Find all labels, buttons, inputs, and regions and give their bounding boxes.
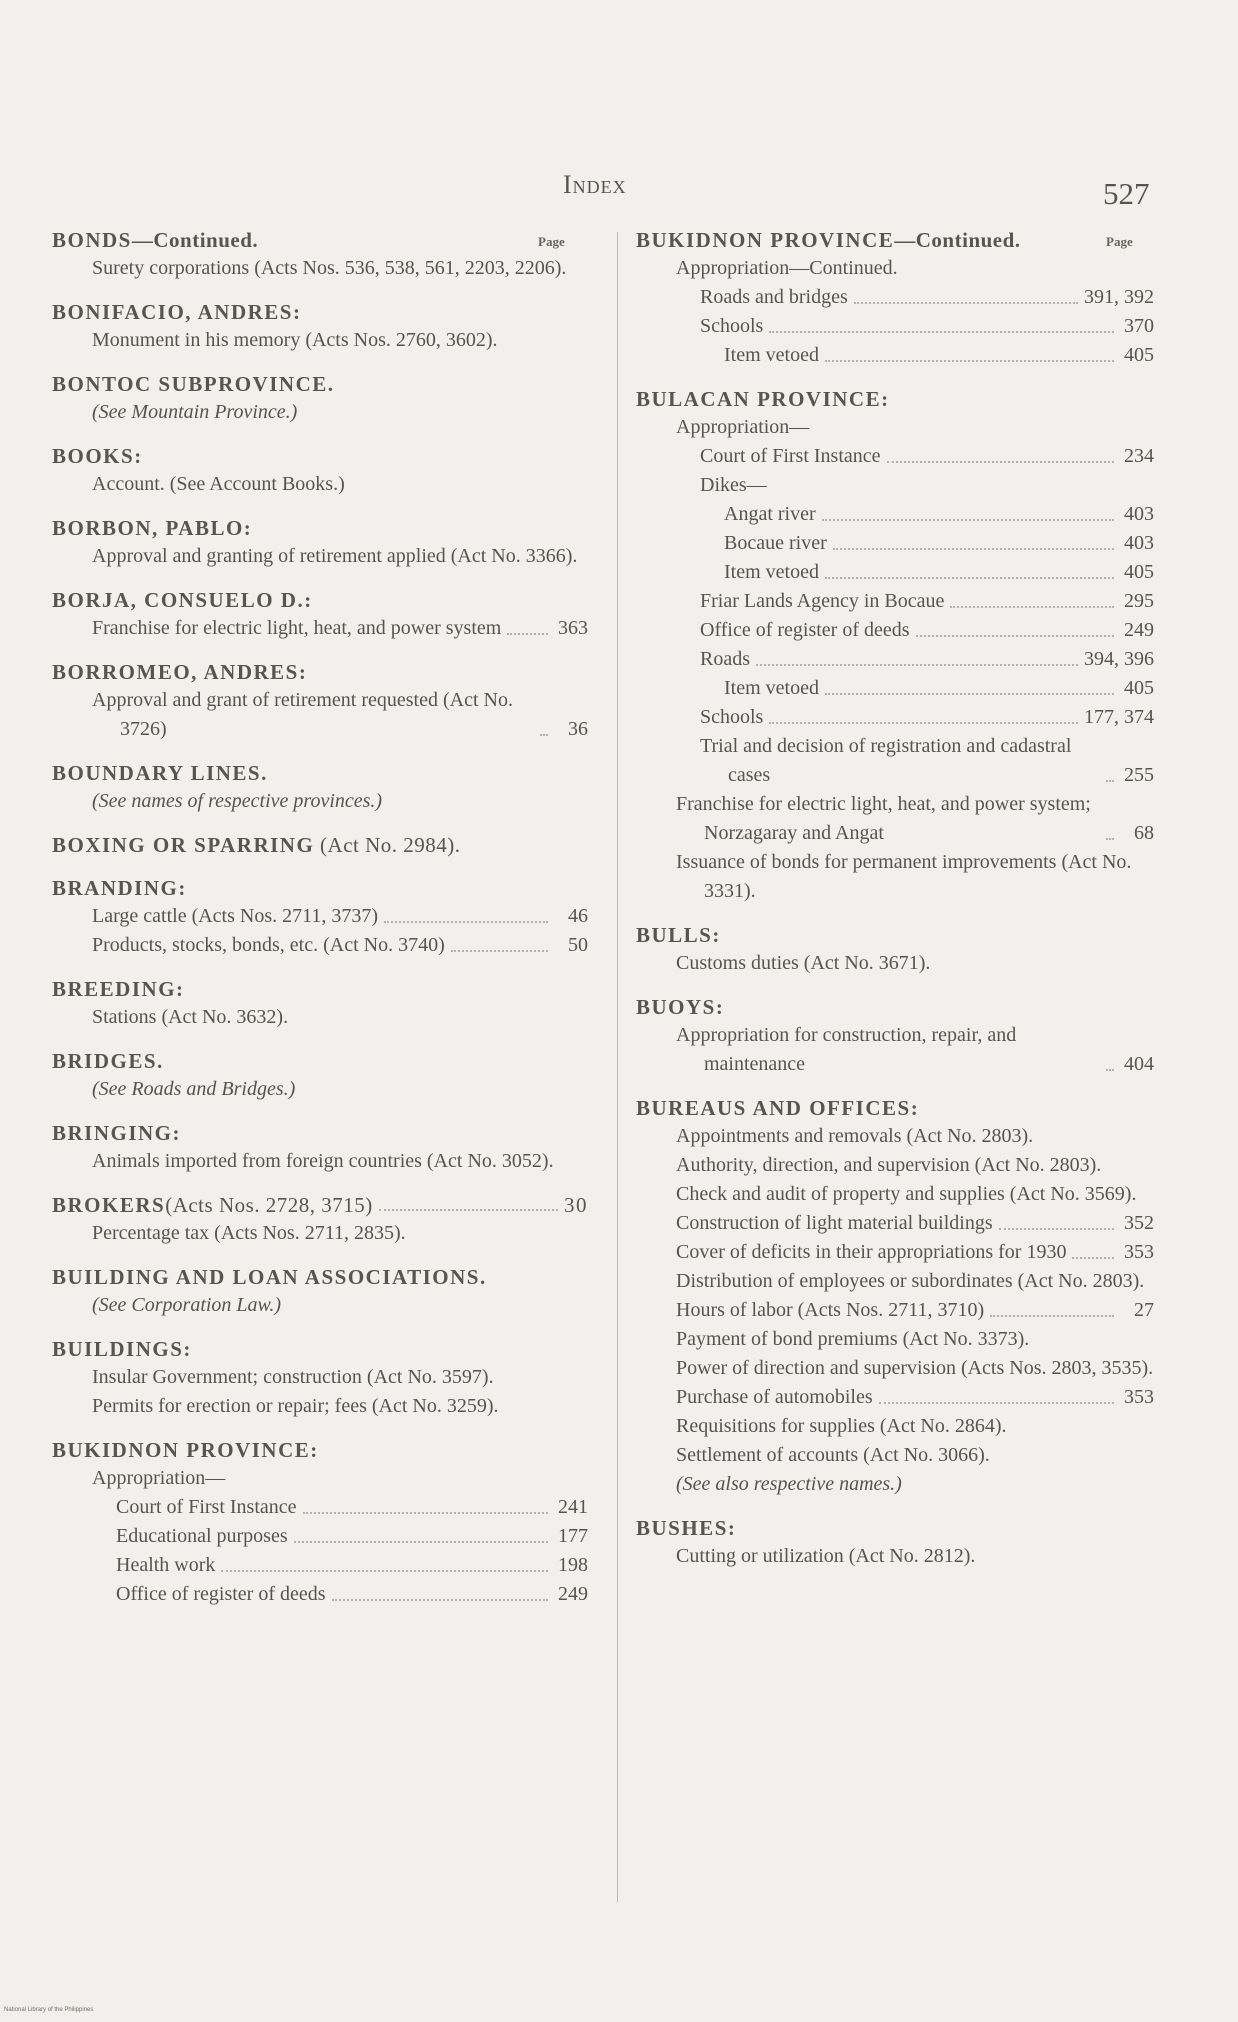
left-index-list — [52, 226, 588, 1609]
page-ref: 68 — [1134, 822, 1154, 844]
leader-dots — [1106, 1069, 1114, 1071]
leader-dots — [916, 635, 1114, 637]
entry-text: (See Corporation Law.) — [92, 1294, 282, 1316]
entry-text: Large cattle (Acts Nos. 2711, 3737) — [92, 905, 379, 927]
entry-text: Payment of bond premiums (Act No. 3373). — [676, 1328, 1030, 1350]
entry-text: Authority, direction, and supervision (Act No. 2803). — [676, 1154, 1102, 1176]
index-entry — [636, 616, 1154, 645]
entry-text: Animals imported from foreign countries (Act No. 3052). — [92, 1150, 554, 1172]
leader-dots — [825, 693, 1114, 695]
index-heading — [52, 975, 588, 1003]
heading-text: BOXING OR SPARRING — [52, 833, 315, 857]
entry-text: Percentage tax (Acts Nos. 2711, 2835). — [92, 1222, 406, 1244]
index-entry — [52, 931, 588, 960]
heading-text: BUSHES: — [636, 1516, 737, 1540]
page-ref: 404 — [1124, 1053, 1154, 1075]
entry-text: Office of register of deeds — [116, 1583, 326, 1605]
index-entry — [636, 674, 1154, 703]
heading-text: BONIFACIO, ANDRES: — [52, 300, 302, 324]
leader-dots — [540, 734, 548, 736]
index-entry — [636, 1354, 1154, 1383]
entry-text: Health work — [116, 1554, 216, 1576]
entry-text: Dikes— — [700, 474, 767, 496]
leader-dots — [384, 921, 548, 923]
heading-note: (Acts Nos. 2728, 3715) — [165, 1193, 373, 1217]
heading-text: BULLS: — [636, 923, 721, 947]
page-ref: 353 — [1124, 1241, 1154, 1263]
index-entry — [636, 283, 1154, 312]
index-entry — [636, 1180, 1154, 1209]
heading-text: BRIDGES. — [52, 1049, 164, 1073]
heading-text: BUILDING AND LOAN ASSOCIATIONS. — [52, 1265, 487, 1289]
entry-text: Construction of light material buildings — [676, 1212, 993, 1234]
entry-text: Bocaue river — [724, 532, 827, 554]
entry-text: Approval and granting of retirement applied (Act No. 3366). — [92, 545, 578, 567]
page-ref: 30 — [564, 1193, 588, 1217]
index-heading — [52, 298, 588, 326]
leader-dots — [825, 577, 1114, 579]
entry-text: Power of direction and supervision (Acts Nos. 2803, 3535). — [676, 1357, 1154, 1379]
index-entry — [52, 326, 588, 355]
continued-label: —Continued. — [894, 228, 1021, 252]
page-header — [0, 160, 1238, 220]
entry-text: Item vetoed — [724, 344, 819, 366]
index-entry — [52, 902, 588, 931]
leader-dots — [990, 1315, 1114, 1317]
heading-text: BUKIDNON PROVINCE — [636, 228, 895, 252]
index-entry — [636, 1325, 1154, 1354]
index-entry — [636, 1151, 1154, 1180]
leader-dots — [507, 633, 548, 635]
entry-text: Hours of labor (Acts Nos. 2711, 3710) — [676, 1299, 985, 1321]
cross-reference — [52, 398, 588, 427]
page-number: 527 — [1103, 176, 1150, 211]
page-ref: 353 — [1124, 1386, 1154, 1408]
index-entry — [52, 254, 588, 283]
leader-dots — [303, 1512, 548, 1514]
leader-dots — [950, 606, 1114, 608]
entry-text: Monument in his memory (Acts Nos. 2760, 3602). — [92, 329, 498, 351]
index-heading — [636, 385, 1154, 413]
heading-text: BROKERS — [52, 1193, 166, 1217]
index-entry — [636, 529, 1154, 558]
index-entry — [52, 542, 588, 571]
entry-text: Customs duties (Act No. 3671). — [676, 952, 931, 974]
index-entry — [636, 413, 1154, 442]
index-entry — [636, 1267, 1154, 1296]
heading-text: BONDS — [52, 228, 132, 252]
page-ref: 241 — [558, 1496, 588, 1518]
leader-dots — [1072, 1257, 1114, 1259]
entry-text: Schools — [700, 706, 764, 728]
entry-text: Stations (Act No. 3632). — [92, 1006, 289, 1028]
entry-text: Friar Lands Agency in Bocaue — [700, 590, 945, 612]
entry-text: Check and audit of property and supplies (Act No. 3569). — [676, 1183, 1137, 1205]
index-entry — [636, 1412, 1154, 1441]
index-entry — [636, 1296, 1154, 1325]
leader-dots — [379, 1191, 558, 1211]
entry-text: Distribution of employees or subordinates (Act No. 2803). — [676, 1270, 1145, 1292]
heading-text: BULACAN PROVINCE: — [636, 387, 890, 411]
entry-text: Insular Government; construction (Act No. 3597). — [92, 1366, 494, 1388]
index-entry — [52, 1522, 588, 1551]
entry-text: Settlement of accounts (Act No. 3066). — [676, 1444, 990, 1466]
cross-reference — [52, 787, 588, 816]
page-ref: 50 — [568, 934, 588, 956]
entry-text: Roads — [700, 648, 750, 670]
leader-dots — [887, 461, 1114, 463]
leader-dots — [999, 1228, 1114, 1230]
heading-text: BORBON, PABLO: — [52, 516, 253, 540]
entry-text: Court of First Instance — [116, 1496, 297, 1518]
index-entry — [636, 645, 1154, 674]
entry-text: Cutting or utilization (Act No. 2812). — [676, 1545, 976, 1567]
leader-dots — [1106, 780, 1114, 782]
index-heading — [52, 1335, 588, 1363]
index-entry — [52, 614, 588, 643]
entry-text: Franchise for electric light, heat, and power system; Norzagaray and Angat — [676, 793, 1091, 844]
index-entry — [52, 1493, 588, 1522]
continued-label: —Continued. — [131, 228, 259, 252]
leader-dots — [769, 722, 1078, 724]
entry-text: Roads and bridges — [700, 286, 848, 308]
index-entry — [636, 1021, 1154, 1079]
index-heading — [636, 993, 1154, 1021]
index-entry — [636, 341, 1154, 370]
page-ref: 249 — [1124, 619, 1154, 641]
page-ref: 177 — [558, 1525, 588, 1547]
heading-text: BORJA, CONSUELO D.: — [52, 588, 313, 612]
heading-note: (Act No. 2984). — [314, 833, 461, 857]
entry-text: Court of First Instance — [700, 445, 881, 467]
entry-text: Appropriation—Continued. — [676, 257, 898, 279]
page-ref: 370 — [1124, 315, 1154, 337]
entry-text: Appropriation for construction, repair, and maintenance — [676, 1024, 1017, 1075]
index-heading — [52, 514, 588, 542]
entry-text: (See names of respective provinces.) — [92, 790, 383, 812]
page-column-label: Page — [538, 234, 565, 249]
column-divider — [617, 232, 618, 1902]
entry-text: Appropriation— — [676, 416, 810, 438]
page-ref: 255 — [1124, 764, 1154, 786]
entry-text: Products, stocks, bonds, etc. (Act No. 3740) — [92, 934, 445, 956]
leader-dots — [451, 950, 548, 952]
entry-text: Appointments and removals (Act No. 2803). — [676, 1125, 1034, 1147]
leader-dots — [833, 548, 1114, 550]
cross-reference — [52, 1291, 588, 1320]
entry-text: Office of register of deeds — [700, 619, 910, 641]
index-entry — [52, 1003, 588, 1032]
index-entry — [636, 1383, 1154, 1412]
leader-dots — [756, 664, 1078, 666]
entry-text: Item vetoed — [724, 561, 819, 583]
heading-text: BOUNDARY LINES. — [52, 761, 268, 785]
index-heading — [636, 226, 1154, 254]
entry-text: Schools — [700, 315, 764, 337]
index-entry — [636, 1209, 1154, 1238]
page-ref: 234 — [1124, 445, 1154, 467]
index-entry — [52, 1392, 588, 1421]
index-entry — [636, 587, 1154, 616]
page-ref: 405 — [1124, 344, 1154, 366]
index-heading — [52, 759, 588, 787]
page-ref: 249 — [558, 1583, 588, 1605]
leader-dots — [332, 1599, 548, 1601]
index-entry — [636, 732, 1154, 790]
left-index-column — [52, 226, 588, 1609]
index-entry — [52, 1363, 588, 1392]
page-ref: 363 — [558, 617, 588, 639]
index-heading — [636, 1094, 1154, 1122]
entry-text: Item vetoed — [724, 677, 819, 699]
heading-text: BORROMEO, ANDRES: — [52, 660, 308, 684]
entry-text: Franchise for electric light, heat, and power system — [92, 617, 502, 639]
index-entry — [636, 1441, 1154, 1470]
index-entry — [52, 1551, 588, 1580]
entry-text: Requisitions for supplies (Act No. 2864). — [676, 1415, 1007, 1437]
entry-text: Purchase of automobiles — [676, 1386, 873, 1408]
index-entry — [52, 1147, 588, 1176]
index-entry — [636, 790, 1154, 848]
leader-dots — [854, 302, 1078, 304]
index-heading — [52, 874, 588, 902]
index-entry — [636, 558, 1154, 587]
library-credit: National Library of the Philippines — [4, 2007, 94, 2013]
index-entry — [636, 254, 1154, 283]
page-ref: 27 — [1134, 1299, 1154, 1321]
entry-text: Trial and decision of registration and cadastral cases — [700, 735, 1072, 786]
index-entry — [52, 470, 588, 499]
leader-dots — [879, 1402, 1114, 1404]
index-entry — [636, 1122, 1154, 1151]
entry-text: Appropriation— — [92, 1467, 226, 1489]
index-heading — [52, 586, 588, 614]
index-heading — [52, 442, 588, 470]
entry-text: Account. (See Account Books.) — [92, 473, 345, 495]
index-entry — [636, 1238, 1154, 1267]
leader-dots — [822, 519, 1114, 521]
entry-text: (See also respective names.) — [676, 1473, 902, 1495]
index-entry — [636, 500, 1154, 529]
entry-text: Permits for erection or repair; fees (Act No. 3259). — [92, 1395, 499, 1417]
leader-dots — [769, 331, 1114, 333]
heading-text: BUOYS: — [636, 995, 725, 1019]
index-entry — [636, 1542, 1154, 1571]
index-entry — [636, 949, 1154, 978]
index-heading — [52, 1191, 588, 1219]
entry-text: Cover of deficits in their appropriations for 1930 — [676, 1241, 1067, 1263]
index-heading — [52, 1263, 588, 1291]
index-entry — [636, 312, 1154, 341]
index-heading — [52, 1047, 588, 1075]
page-ref: 352 — [1124, 1212, 1154, 1234]
page-ref: 403 — [1124, 503, 1154, 525]
entry-text: Approval and grant of retirement requested (Act No. 3726) — [92, 689, 513, 740]
index-entry — [52, 1219, 588, 1248]
page-ref: 405 — [1124, 561, 1154, 583]
heading-text: BUILDINGS: — [52, 1337, 192, 1361]
index-heading — [52, 1119, 588, 1147]
page-ref: 295 — [1124, 590, 1154, 612]
page-ref: 391, 392 — [1084, 286, 1154, 308]
heading-text: BREEDING: — [52, 977, 185, 1001]
cross-reference — [636, 1470, 1154, 1499]
index-entry — [636, 703, 1154, 732]
index-heading — [636, 921, 1154, 949]
index-entry — [52, 686, 588, 744]
cross-reference — [52, 1075, 588, 1104]
entry-text: (See Mountain Province.) — [92, 401, 298, 423]
page-ref: 198 — [558, 1554, 588, 1576]
page-ref: 394, 396 — [1084, 648, 1154, 670]
page-ref: 46 — [568, 905, 588, 927]
index-heading — [636, 1514, 1154, 1542]
page-ref: 403 — [1124, 532, 1154, 554]
page-ref: 177, 374 — [1084, 706, 1154, 728]
entry-text: Angat river — [724, 503, 816, 525]
index-entry — [636, 442, 1154, 471]
heading-text: BUREAUS AND OFFICES: — [636, 1096, 920, 1120]
page-column-label-right: Page — [1106, 234, 1133, 249]
right-index-list — [636, 226, 1154, 1571]
index-entry — [52, 1580, 588, 1609]
heading-text: BRINGING: — [52, 1121, 182, 1145]
index-entry — [636, 471, 1154, 500]
heading-text: BONTOC SUBPROVINCE. — [52, 372, 335, 396]
entry-text: Issuance of bonds for permanent improvements (Act No. 3331). — [676, 851, 1132, 902]
heading-text: BRANDING: — [52, 876, 187, 900]
page-ref: 405 — [1124, 677, 1154, 699]
right-index-column — [636, 226, 1154, 1571]
index-heading — [52, 658, 588, 686]
index-heading — [52, 226, 588, 254]
entry-text: (See Roads and Bridges.) — [92, 1078, 296, 1100]
index-heading — [52, 831, 588, 859]
running-head: Index — [563, 170, 627, 199]
entry-text: Surety corporations (Acts Nos. 536, 538, 561, 2203, 2206). — [92, 257, 567, 279]
index-entry — [636, 848, 1154, 906]
leader-dots — [1106, 838, 1114, 840]
index-heading — [52, 370, 588, 398]
leader-dots — [825, 360, 1114, 362]
heading-text: BOOKS: — [52, 444, 143, 468]
heading-text: BUKIDNON PROVINCE: — [52, 1438, 319, 1462]
entry-text: Educational purposes — [116, 1525, 288, 1547]
index-entry — [52, 1464, 588, 1493]
leader-dots — [221, 1570, 548, 1572]
page-ref: 36 — [568, 718, 588, 740]
leader-dots — [294, 1541, 548, 1543]
index-heading — [52, 1436, 588, 1464]
